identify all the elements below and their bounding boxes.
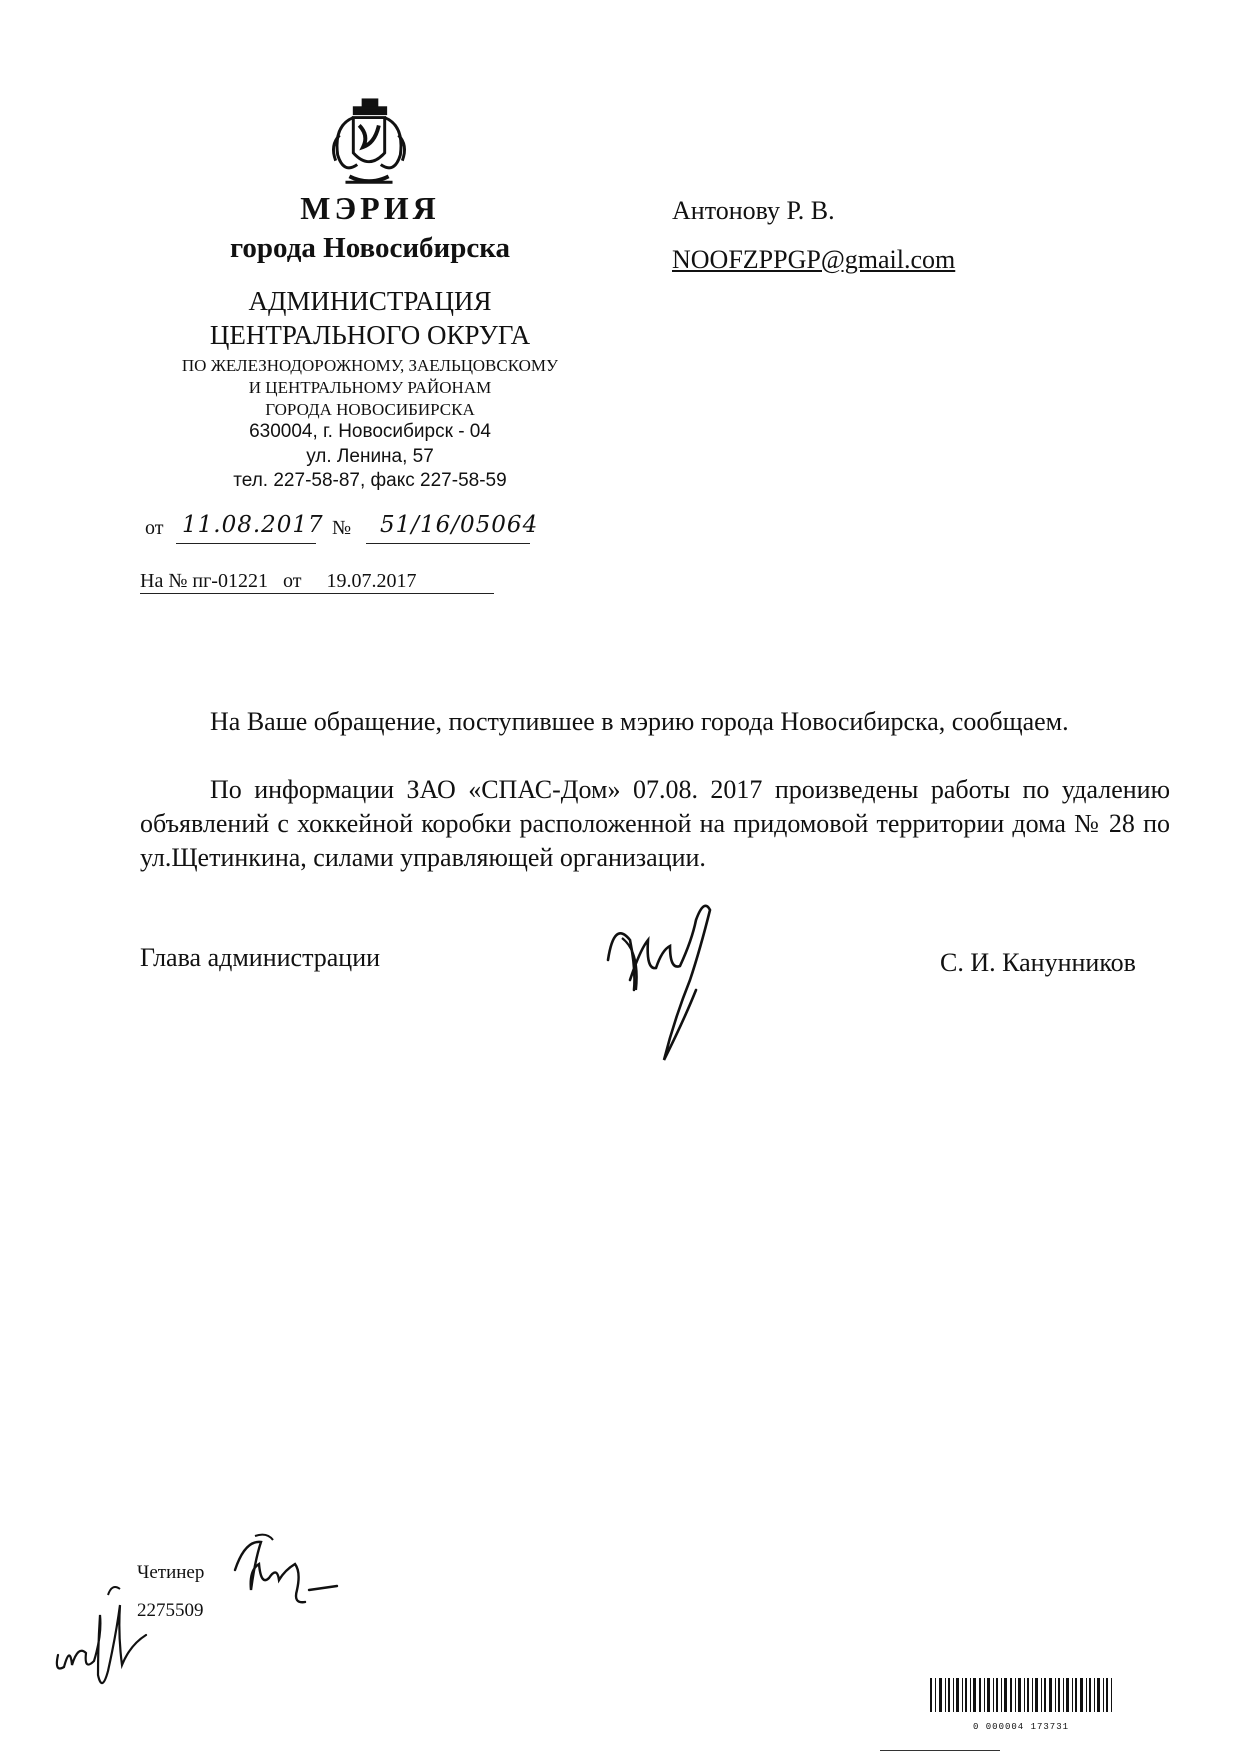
administration-title: АДМИНИСТРАЦИЯ [248, 286, 492, 316]
signatory-title: Глава администрации [140, 943, 381, 972]
divider [880, 1750, 1000, 1751]
outgoing-date: 11.08.2017 [182, 512, 324, 538]
districts-line: ГОРОДА НОВОСИБИРСКА [265, 400, 475, 419]
executor-signature-icon [225, 1530, 360, 1620]
outgoing-number-label: № [332, 517, 352, 539]
executor-phone: 2275509 [137, 1600, 204, 1621]
reply-reference: На № пг-01221 от 19.07.2017 [140, 570, 494, 594]
address-line: 630004, г. Новосибирск - 04 [249, 421, 491, 442]
districts-line: ПО ЖЕЛЕЗНОДОРОЖНОМУ, ЗАЕЛЬЦОВСКОМУ [181, 356, 559, 375]
registration-mark-icon [50, 1575, 160, 1695]
coat-of-arms-icon [320, 96, 418, 194]
phone-fax: тел. 227-58-87, факс 227-58-59 [233, 470, 507, 491]
barcode-number: 0 000004 173731 [972, 1722, 1069, 1732]
outgoing-number: 51/16/05064 [380, 512, 539, 538]
mayor-office-title: МЭРИЯ [300, 190, 440, 226]
recipient-email[interactable]: NOOFZPPGP@gmail.com [672, 245, 956, 274]
recipient-name: Антонову Р. В. [672, 196, 835, 225]
signatory-name: С. И. Канунников [940, 948, 1136, 977]
mayor-city-title: города Новосибирска [229, 232, 511, 264]
administration-district: ЦЕНТРАЛЬНОГО ОКРУГА [209, 320, 531, 350]
outgoing-date-label: от [145, 517, 164, 539]
districts-line: И ЦЕНТРАЛЬНОМУ РАЙОНАМ [248, 378, 492, 397]
address-line: ул. Ленина, 57 [306, 446, 434, 467]
signature-icon [600, 880, 770, 1080]
barcode-icon [928, 1678, 1114, 1724]
executor-name: Четинер [137, 1562, 205, 1583]
body-paragraph: По информации ЗАО «СПАС-Дом» 07.08. 2017 произведены работы по удалению объявлений с хоккейной коробки расположенной на придомовой территории дома № 28 по ул.Щетинкина, силами управляющей организации. [140, 775, 1170, 872]
body-paragraph: На Ваше обращение, поступившее в мэрию города Новосибирска, сообщаем. [210, 707, 1069, 736]
